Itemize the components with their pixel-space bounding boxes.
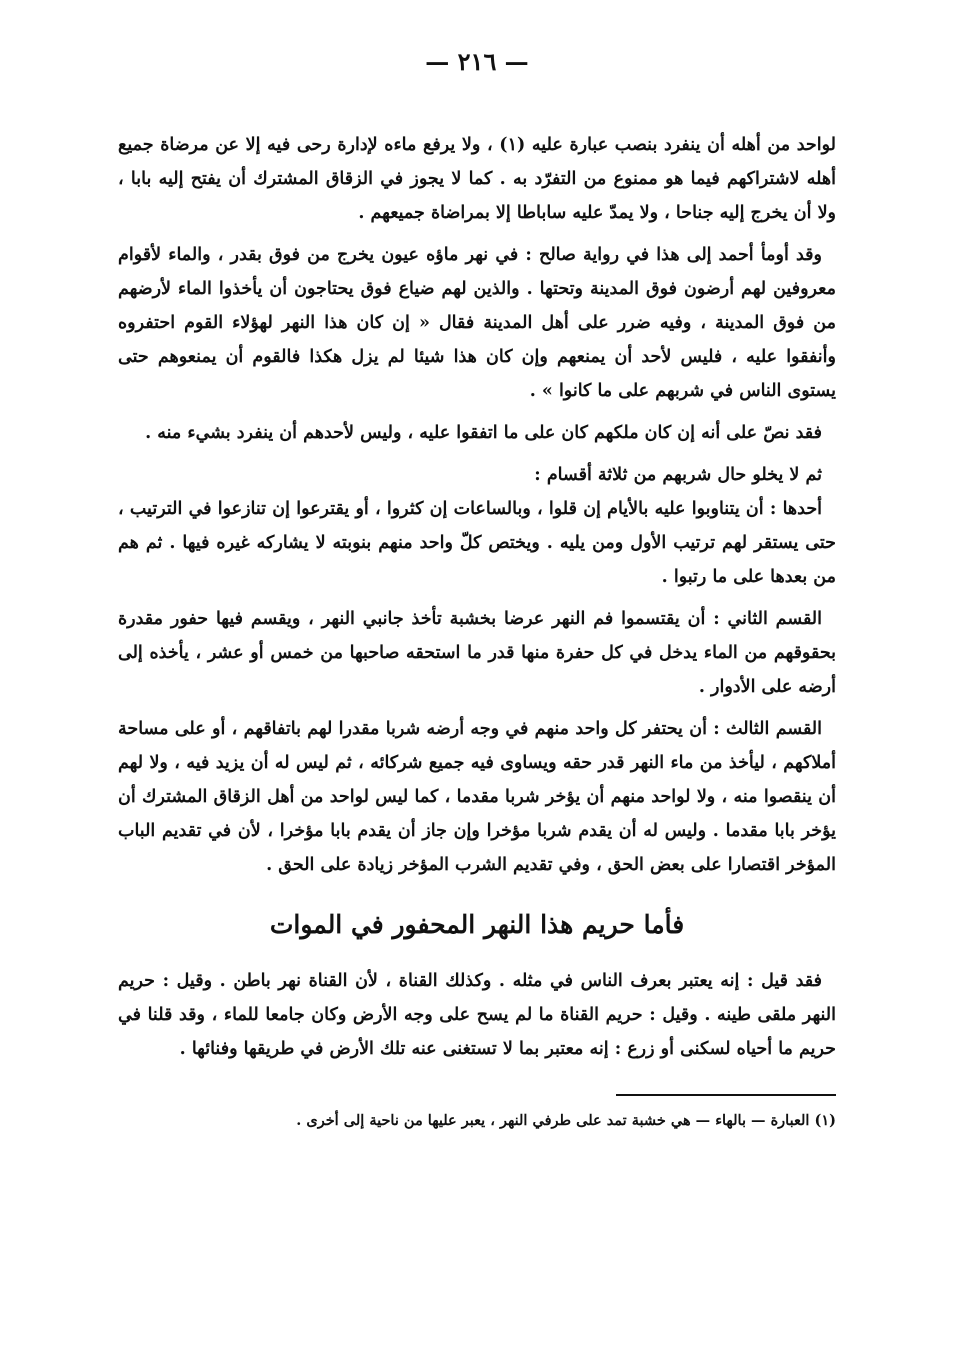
paragraph-8: فقد قيل : إنه يعتبر بعرف الناس في مثله . وكذلك القناة ، لأن القناة نهر باطن . وقيل : حريم النهر ملقى طينه . وقيل : حريم القناة ما لم يسح على وجه الأرض وكان جامعا للماء ، وقد قلنا في حريم ما أحياه لسكنى أو زرع : إنه معتبر بما لا تستغنى عنه تلك الأرض في طريقها وفنائها . [118,971,836,1059]
footnote-divider [616,1094,836,1096]
document-page [118,40,836,1322]
body-text-after-heading [118,964,836,1066]
paragraph-6: القسم الثاني : أن يقتسموا فم النهر عرضا بخشبة تأخذ جانبي النهر ، ويقسم فيها حفور مقدرة بحقوقهم من الماء يدخل في كل حفرة منها قدر ما استحقه صاحبها من خمس أو عشر ، يأخذه إلى أرضه على الأدوار . [118,609,836,697]
paragraph-3: فقد نصّ على أنه إن كان ملكهم كان على ما اتفقوا عليه ، وليس لأحدهم أن ينفرد بشيء منه . [145,423,822,443]
paragraph-4: ثم لا يخلو حال شربهم من ثلاثة أقسام : [534,465,822,485]
body-text [118,128,836,882]
section-heading: فأما حريم هذا النهر المحفور في الموات [269,910,685,939]
paragraph-5: أحدها : أن يتناوبوا عليه بالأيام إن قلوا ، وبالساعات إن كثروا ، أو يقترعوا إن تنازعوا في الترتيب ، حتى يستقر لهم ترتيب الأول ومن يليه . ويختص كلّ واحد منهم بنوبته لا يشاركه غيره فيها . ثم هم من بعدها على ما رتبوا . [118,499,836,587]
footnote: (١) العبارة — بالهاء — هي خشبة تمد على طرفي النهر ، يعبر عليها من ناحية إلى أخرى . [296,1112,836,1129]
page-number: — ٢١٦ — [425,47,529,76]
paragraph-2: وقد أومأ أحمد إلى هذا في رواية صالح : في نهر ماؤه عيون يخرج من فوق بقدر ، والماء لأقوام معروفين لهم أرضون فوق المدينة وتحتها . والذين لهم ضياع فوق يحتاجون أن يأخذوا الماء لأرضهم من فوق المدينة ، وفيه ضرر على أهل المدينة فقال « إن كان هذا النهر لهؤلاء القوم احتفروه وأنفقوا عليه ، فليس لأحد أن يمنعهم وإن كان هذا شيئا لم يزل هكذا فالقوم أن يمنعوهم حتى يستوى الناس في شربهم على ما كانوا » . [118,245,836,401]
paragraph-7: القسم الثالث : أن يحتفر كل واحد منهم في وجه أرضه شربا مقدرا لهم باتفاقهم ، أو على مساحة أملاكهم ، ليأخذ من ماء النهر قدر حقه ويساوى فيه جميع شركائه ، ثم ليس له أن يزيد فيه ، ولا لهم أن ينقصوا منه ، ولا لواحد منهم أن يؤخر شربا مقدما ، كما ليس لواحد من أهل الزقاق المشترك أن يؤخر بابا مقدما . وليس له أن يقدم شربا مؤخرا وإن جاز أن يقدم بابا مؤخرا ، لأن في تقديم الباب المؤخر اقتصارا على بعض الحق ، وفي تقديم الشرب المؤخر زيادة على الحق . [118,719,836,875]
paragraph-1: لواحد من أهله أن ينفرد بنصب عبارة عليه (١) ، ولا يرفع ماءه لإدارة رحى فيه إلا عن مرضاة جميع أهله لاشتراكهم فيما هو ممنوع من التفرّد به . كما لا يجوز في الزقاق المشترك أن يفتح إليه بابا ، ولا أن يخرج إليه جناحا ، ولا يمدّ عليه ساباطا إلا بمراضاة جميعهم . [118,135,836,223]
